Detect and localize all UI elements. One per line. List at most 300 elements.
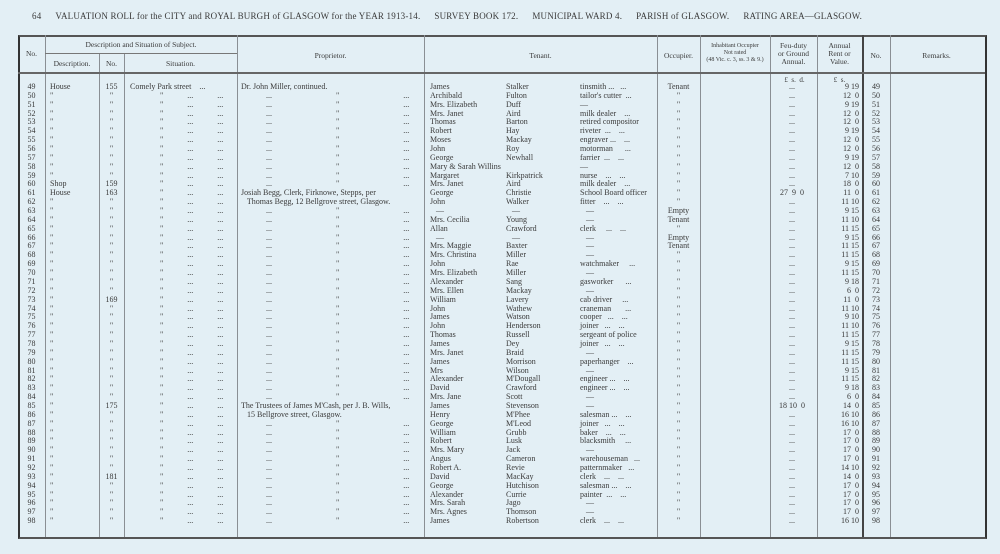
tenant-occupation: tinsmith ... ... bbox=[580, 82, 627, 91]
occupier: " bbox=[676, 445, 681, 455]
tenant-surname: Dey bbox=[506, 338, 520, 348]
tenant-occupation: motorman ... bbox=[580, 144, 631, 154]
tenant-occupation: — bbox=[580, 241, 594, 251]
row-number: 96 bbox=[27, 498, 36, 508]
tenant-occupation: watchmaker ... bbox=[580, 259, 636, 269]
feu-duty: ... bbox=[789, 241, 795, 251]
row-number-right: 98 bbox=[872, 516, 880, 526]
row-number-right: 95 bbox=[872, 489, 880, 499]
situation: " ... ... bbox=[160, 294, 224, 304]
tenant-first-name: Moses bbox=[430, 135, 451, 145]
table-row bbox=[0, 100, 1000, 109]
tenant-occupation: salesman ... ... bbox=[580, 480, 632, 490]
table-row bbox=[0, 188, 1000, 197]
tenant-occupation: gasworker ... bbox=[580, 276, 632, 286]
occupier: " bbox=[676, 294, 681, 304]
occupier: " bbox=[676, 223, 681, 233]
proprietor: ... " ... bbox=[266, 383, 410, 393]
description: " bbox=[50, 170, 54, 180]
description: " bbox=[50, 498, 54, 508]
table-row bbox=[0, 383, 1000, 392]
row-number: 69 bbox=[27, 259, 36, 269]
proprietor: ... " ... bbox=[266, 321, 410, 331]
row-number: 77 bbox=[27, 330, 36, 340]
situation: " ... ... bbox=[160, 90, 224, 100]
description: " bbox=[50, 383, 54, 393]
row-number-right: 68 bbox=[872, 250, 880, 260]
subject-number: " bbox=[109, 99, 114, 109]
tenant-surname: M'Leod bbox=[506, 418, 531, 428]
row-number: 97 bbox=[27, 507, 36, 517]
subject-number: " bbox=[109, 90, 114, 100]
occupier: " bbox=[676, 365, 681, 375]
tenant-first-name: William bbox=[430, 294, 456, 304]
row-number-right: 63 bbox=[872, 206, 880, 216]
tenant-surname: Aird bbox=[506, 108, 521, 118]
proprietor: ... " ... bbox=[266, 312, 410, 322]
tenant-first-name: John bbox=[430, 144, 446, 154]
tenant-first-name: Robert bbox=[430, 126, 452, 136]
table-row bbox=[0, 357, 1000, 366]
tenant-first-name: Thomas bbox=[430, 117, 456, 127]
tenant-occupation: cab driver ... bbox=[580, 294, 629, 304]
tenant-occupation: retired compositor bbox=[580, 117, 639, 127]
situation: " ... ... bbox=[160, 99, 224, 109]
row-number-right: 53 bbox=[872, 117, 880, 127]
annual-rent: 14 10 bbox=[841, 462, 859, 472]
description: " bbox=[50, 489, 54, 499]
subject-number: " bbox=[109, 303, 114, 313]
description: " bbox=[50, 365, 54, 375]
tenant-occupation: — bbox=[580, 392, 594, 402]
tenant-first-name: David bbox=[430, 471, 450, 481]
row-number-right: 81 bbox=[872, 365, 880, 375]
proprietor: ... " ... bbox=[266, 179, 410, 189]
tenant-occupation: joiner ... ... bbox=[580, 338, 625, 348]
tenant-occupation: engineer ... ... bbox=[580, 374, 630, 384]
annual-rent: 9 19 bbox=[845, 82, 859, 91]
occupier: " bbox=[676, 161, 681, 171]
description: " bbox=[50, 418, 54, 428]
description: " bbox=[50, 436, 54, 446]
tenant-first-name: James bbox=[430, 516, 450, 526]
proprietor: ... " ... bbox=[266, 498, 410, 508]
tenant-occupation: — bbox=[580, 161, 588, 171]
row-number-right: 67 bbox=[872, 241, 880, 251]
table-row bbox=[0, 144, 1000, 153]
proprietor: ... " ... bbox=[266, 489, 410, 499]
description: " bbox=[50, 214, 54, 224]
header-situation: Situation. bbox=[166, 59, 195, 68]
annual-rent: 11 10 bbox=[841, 303, 859, 313]
row-number-right: 82 bbox=[872, 374, 880, 384]
row-number-right: 89 bbox=[872, 436, 880, 446]
tenant-surname: Jago bbox=[506, 498, 521, 508]
tenant-surname: Kirkpatrick bbox=[506, 170, 543, 180]
tenant-surname: Aird bbox=[506, 179, 521, 189]
table-row bbox=[0, 330, 1000, 339]
feu-duty: ... bbox=[789, 294, 795, 304]
table-row bbox=[0, 250, 1000, 259]
parish: PARISH of GLASGOW. bbox=[636, 11, 730, 21]
tenant-occupation: craneman ... bbox=[580, 303, 632, 313]
tenant-surname: Cameron bbox=[506, 454, 536, 464]
situation: " ... ... bbox=[160, 232, 224, 242]
subject-number: 169 bbox=[105, 294, 118, 304]
situation: " ... ... bbox=[160, 471, 224, 481]
table-row bbox=[0, 126, 1000, 135]
situation: " ... ... bbox=[160, 268, 224, 278]
subject-number: 175 bbox=[105, 400, 118, 410]
occupier: " bbox=[676, 356, 681, 366]
tenant-occupation: milk dealer ... bbox=[580, 108, 631, 118]
subject-number: " bbox=[109, 321, 114, 331]
subject-number: " bbox=[109, 330, 114, 340]
feu-duty: ... bbox=[789, 206, 795, 216]
row-number-right: 88 bbox=[872, 427, 880, 437]
row-number: 84 bbox=[27, 392, 36, 402]
description: " bbox=[50, 445, 54, 455]
header-description-group: Description and Situation of Subject. bbox=[85, 40, 197, 49]
subject-number: " bbox=[109, 232, 114, 242]
subject-number: " bbox=[109, 285, 114, 295]
row-number: 72 bbox=[27, 285, 36, 295]
proprietor: ... " ... bbox=[266, 223, 410, 233]
annual-rent: 12 0 bbox=[843, 144, 859, 154]
subject-number: " bbox=[109, 418, 114, 428]
subject-number: " bbox=[109, 338, 114, 348]
subject-number: " bbox=[109, 197, 114, 207]
description: " bbox=[50, 276, 54, 286]
tenant-first-name: George bbox=[430, 480, 454, 490]
tenant-surname: — bbox=[506, 206, 520, 216]
row-number-right: 62 bbox=[872, 197, 880, 207]
tenant-surname: Wilson bbox=[506, 365, 529, 375]
description: " bbox=[50, 152, 54, 162]
tenant-occupation: clerk ... ... bbox=[580, 516, 624, 526]
occupier: " bbox=[676, 250, 681, 260]
row-number: 91 bbox=[27, 454, 36, 464]
annual-rent: 6 0 bbox=[847, 285, 859, 295]
tenant-first-name: Mrs. Janet bbox=[430, 108, 464, 118]
tenant-surname: Young bbox=[506, 214, 527, 224]
row-number-right: 80 bbox=[872, 356, 880, 366]
description: " bbox=[50, 126, 54, 136]
tenant-surname: Stalker bbox=[506, 82, 529, 91]
tenant-occupation: — bbox=[580, 347, 594, 357]
table-row bbox=[0, 171, 1000, 180]
tenant-first-name: James bbox=[430, 400, 450, 410]
annual-rent: 17 0 bbox=[843, 480, 859, 490]
proprietor: ... " ... bbox=[266, 214, 410, 224]
description: " bbox=[50, 250, 54, 260]
tenant-first-name: Mrs. Elizabeth bbox=[430, 268, 478, 278]
row-number-right: 61 bbox=[872, 188, 880, 198]
municipal-ward: MUNICIPAL WARD 4. bbox=[532, 11, 623, 21]
tenant-first-name: David bbox=[430, 383, 450, 393]
situation: " ... ... bbox=[160, 312, 224, 322]
table-row bbox=[0, 481, 1000, 490]
table-row bbox=[0, 117, 1000, 126]
subject-number: " bbox=[109, 480, 114, 490]
feu-duty: ... bbox=[789, 126, 795, 136]
subject-number: " bbox=[109, 383, 114, 393]
tenant-first-name: Mrs bbox=[430, 365, 443, 375]
tenant-surname: Rae bbox=[506, 259, 519, 269]
tenant-first-name: Mrs. Agnes bbox=[430, 507, 467, 517]
description: " bbox=[50, 347, 54, 357]
feu-duty: ... bbox=[789, 144, 795, 154]
subject-number: " bbox=[109, 436, 114, 446]
situation: " ... ... bbox=[160, 516, 224, 526]
proprietor: ... " ... bbox=[266, 347, 410, 357]
occupier: " bbox=[676, 303, 681, 313]
subject-number: 181 bbox=[105, 471, 118, 481]
feu-duty: ... bbox=[789, 392, 795, 402]
situation: " ... ... bbox=[160, 445, 224, 455]
proprietor: ... " ... bbox=[266, 294, 410, 304]
row-number-right: 71 bbox=[872, 276, 880, 286]
proprietor: ... " ... bbox=[266, 454, 410, 464]
row-number: 68 bbox=[27, 250, 36, 260]
feu-duty: ... bbox=[789, 82, 795, 91]
row-number: 80 bbox=[27, 356, 36, 366]
row-number: 60 bbox=[27, 179, 36, 189]
table-row bbox=[0, 321, 1000, 330]
row-number: 65 bbox=[27, 223, 36, 233]
proprietor: ... " ... bbox=[266, 462, 410, 472]
proprietor: Thomas Begg, 12 Bellgrove street, Glasgow. bbox=[241, 197, 391, 207]
proprietor: ... " ... bbox=[266, 135, 410, 145]
occupier: " bbox=[676, 321, 681, 331]
subject-number: " bbox=[109, 507, 114, 517]
tenant-first-name: William bbox=[430, 427, 456, 437]
tenant-first-name: James bbox=[430, 82, 450, 91]
feu-duty: ... bbox=[789, 445, 795, 455]
row-number-right: 56 bbox=[872, 144, 880, 154]
header-no: No. bbox=[25, 49, 38, 58]
row-number: 95 bbox=[27, 489, 36, 499]
feu-duty: ... bbox=[789, 436, 795, 446]
occupier: " bbox=[676, 126, 681, 136]
occupier: " bbox=[676, 197, 681, 207]
tenant-first-name: Mrs. Jane bbox=[430, 392, 462, 402]
feu-duty: ... bbox=[789, 285, 795, 295]
annual-rent: 17 0 bbox=[843, 427, 859, 437]
annual-rent: 11 15 bbox=[841, 374, 859, 384]
description: " bbox=[50, 392, 54, 402]
occupier: Tenant bbox=[667, 82, 690, 91]
subject-number: " bbox=[109, 312, 114, 322]
row-number-right: 66 bbox=[872, 232, 880, 242]
row-number: 93 bbox=[27, 471, 36, 481]
occupier: " bbox=[676, 427, 681, 437]
row-number: 63 bbox=[27, 206, 36, 216]
occupier: " bbox=[676, 516, 681, 526]
occupier: " bbox=[676, 507, 681, 517]
occupier: " bbox=[676, 409, 681, 419]
tenant-surname: Stevenson bbox=[506, 400, 539, 410]
occupier: " bbox=[676, 259, 681, 269]
annual-rent: 11 10 bbox=[841, 197, 859, 207]
tenant-occupation: cooper ... ... bbox=[580, 312, 628, 322]
tenant-occupation: fitter ... ... bbox=[580, 197, 624, 207]
tenant-first-name: Henry bbox=[430, 409, 450, 419]
occupier: " bbox=[676, 108, 681, 118]
rating-area: RATING AREA—GLASGOW. bbox=[743, 11, 863, 21]
subject-number: " bbox=[109, 144, 114, 154]
row-number: 62 bbox=[27, 197, 36, 207]
annual-rent: 9 15 bbox=[845, 365, 859, 375]
row-number-right: 94 bbox=[872, 480, 880, 490]
annual-rent: 18 0 bbox=[843, 179, 859, 189]
tenant-surname: Sang bbox=[506, 276, 522, 286]
feu-duty: ... bbox=[789, 214, 795, 224]
occupier: " bbox=[676, 170, 681, 180]
annual-rent: 9 15 bbox=[845, 206, 859, 216]
proprietor: ... " ... bbox=[266, 152, 410, 162]
occupier: " bbox=[676, 90, 681, 100]
tenant-first-name: John bbox=[430, 259, 446, 269]
situation: " ... ... bbox=[160, 259, 224, 269]
feu-duty: ... bbox=[789, 409, 795, 419]
tenant-occupation: blacksmith ... bbox=[580, 436, 632, 446]
proprietor: ... " ... bbox=[266, 250, 410, 260]
tenant-occupation: — bbox=[580, 99, 588, 109]
table-row bbox=[0, 241, 1000, 250]
tenant-surname: Christie bbox=[506, 188, 532, 198]
feu-duty: ... bbox=[789, 250, 795, 260]
situation: " ... ... bbox=[160, 170, 224, 180]
situation: " ... ... bbox=[160, 480, 224, 490]
occupier: " bbox=[676, 312, 681, 322]
tenant-occupation: engraver ... ... bbox=[580, 135, 630, 145]
tenant-first-name: George bbox=[430, 188, 454, 198]
situation: " ... ... bbox=[160, 285, 224, 295]
situation: " ... ... bbox=[160, 108, 224, 118]
proprietor: ... " ... bbox=[266, 374, 410, 384]
row-number: 79 bbox=[27, 347, 36, 357]
table-row bbox=[0, 215, 1000, 224]
proprietor: ... " ... bbox=[266, 276, 410, 286]
row-number: 89 bbox=[27, 436, 36, 446]
annual-rent: 16 10 bbox=[841, 516, 859, 526]
feu-duty: ... bbox=[789, 330, 795, 340]
annual-rent: 12 0 bbox=[843, 161, 859, 171]
situation: " ... ... bbox=[160, 179, 224, 189]
situation: " ... ... bbox=[160, 347, 224, 357]
annual-rent: 16 10 bbox=[841, 409, 859, 419]
table-row bbox=[0, 410, 1000, 419]
header-inhabitant-occupier: Inhabitant Occupier Not rated (48 Vic. c. 3, ss. 3 & 9.) bbox=[706, 43, 764, 63]
feu-units: £ s. d. bbox=[784, 76, 805, 84]
description: " bbox=[50, 108, 54, 118]
occupier: Tenant bbox=[667, 214, 690, 224]
description: " bbox=[50, 241, 54, 251]
tenant-occupation: joiner ... ... bbox=[580, 321, 625, 331]
occupier: " bbox=[676, 480, 681, 490]
situation: " ... ... bbox=[160, 427, 224, 437]
subject-number: " bbox=[109, 206, 114, 216]
feu-duty: ... bbox=[789, 232, 795, 242]
tenant-first-name: Mrs. Janet bbox=[430, 179, 464, 189]
table-row bbox=[0, 498, 1000, 507]
tenant-first-name: George bbox=[430, 418, 454, 428]
row-number: 56 bbox=[27, 144, 36, 154]
table-row bbox=[0, 179, 1000, 188]
annual-rent: 11 15 bbox=[841, 241, 859, 251]
subject-number: " bbox=[109, 498, 114, 508]
subject-number: " bbox=[109, 489, 114, 499]
description: " bbox=[50, 374, 54, 384]
row-number-right: 72 bbox=[872, 285, 880, 295]
tenant-occupation: — bbox=[580, 445, 594, 455]
tenant-occupation: painter ... ... bbox=[580, 489, 627, 499]
occupier: " bbox=[676, 400, 681, 410]
occupier: " bbox=[676, 285, 681, 295]
row-number-right: 86 bbox=[872, 409, 880, 419]
tenant-surname: Braid bbox=[506, 347, 524, 357]
table-row bbox=[0, 428, 1000, 437]
table-row bbox=[0, 454, 1000, 463]
tenant-surname: Walker bbox=[506, 197, 529, 207]
tenant-surname: Duff bbox=[506, 99, 521, 109]
tenant-occupation: clerk ... ... bbox=[580, 223, 626, 233]
tenant-first-name: George bbox=[430, 152, 454, 162]
table-row bbox=[0, 472, 1000, 481]
tenant-surname: Crawford bbox=[506, 383, 537, 393]
tenant-surname: Mackay bbox=[506, 285, 532, 295]
situation: " ... ... bbox=[160, 489, 224, 499]
tenant-occupation: engineer ... ... bbox=[580, 383, 630, 393]
tenant-surname: Miller bbox=[506, 250, 526, 260]
header-annual-rent: Annual Rent or Value. bbox=[828, 41, 851, 66]
situation: " ... ... bbox=[160, 498, 224, 508]
feu-duty: ... bbox=[789, 338, 795, 348]
table-row bbox=[0, 436, 1000, 445]
tenant-surname: Thomson bbox=[506, 507, 537, 517]
tenant-surname: MacKay bbox=[506, 471, 534, 481]
situation: " ... ... bbox=[160, 152, 224, 162]
tenant-surname: Mackay bbox=[506, 135, 532, 145]
tenant-surname: Revie bbox=[506, 462, 525, 472]
tenant-first-name: — bbox=[430, 232, 444, 242]
annual-rent: 11 10 bbox=[841, 321, 859, 331]
page-number: 64 bbox=[32, 11, 42, 21]
tenant-occupation: — bbox=[580, 268, 594, 278]
situation: " ... ... bbox=[160, 454, 224, 464]
row-number: 58 bbox=[27, 161, 36, 171]
feu-duty: ... bbox=[789, 276, 795, 286]
tenant-surname: Wathew bbox=[506, 303, 533, 313]
description: " bbox=[50, 462, 54, 472]
occupier: " bbox=[676, 135, 681, 145]
situation: " ... ... bbox=[160, 436, 224, 446]
tenant-occupation: — bbox=[580, 206, 594, 216]
occupier: " bbox=[676, 462, 681, 472]
feu-duty: ... bbox=[789, 108, 795, 118]
proprietor: ... " ... bbox=[266, 392, 410, 402]
occupier: " bbox=[676, 383, 681, 393]
tenant-surname: M'Phee bbox=[506, 409, 531, 419]
row-number: 88 bbox=[27, 427, 36, 437]
occupier: " bbox=[676, 418, 681, 428]
situation: " ... ... bbox=[160, 383, 224, 393]
feu-duty: ... bbox=[789, 498, 795, 508]
description: " bbox=[50, 480, 54, 490]
situation: " ... ... bbox=[160, 409, 224, 419]
situation: " ... ... bbox=[160, 321, 224, 331]
